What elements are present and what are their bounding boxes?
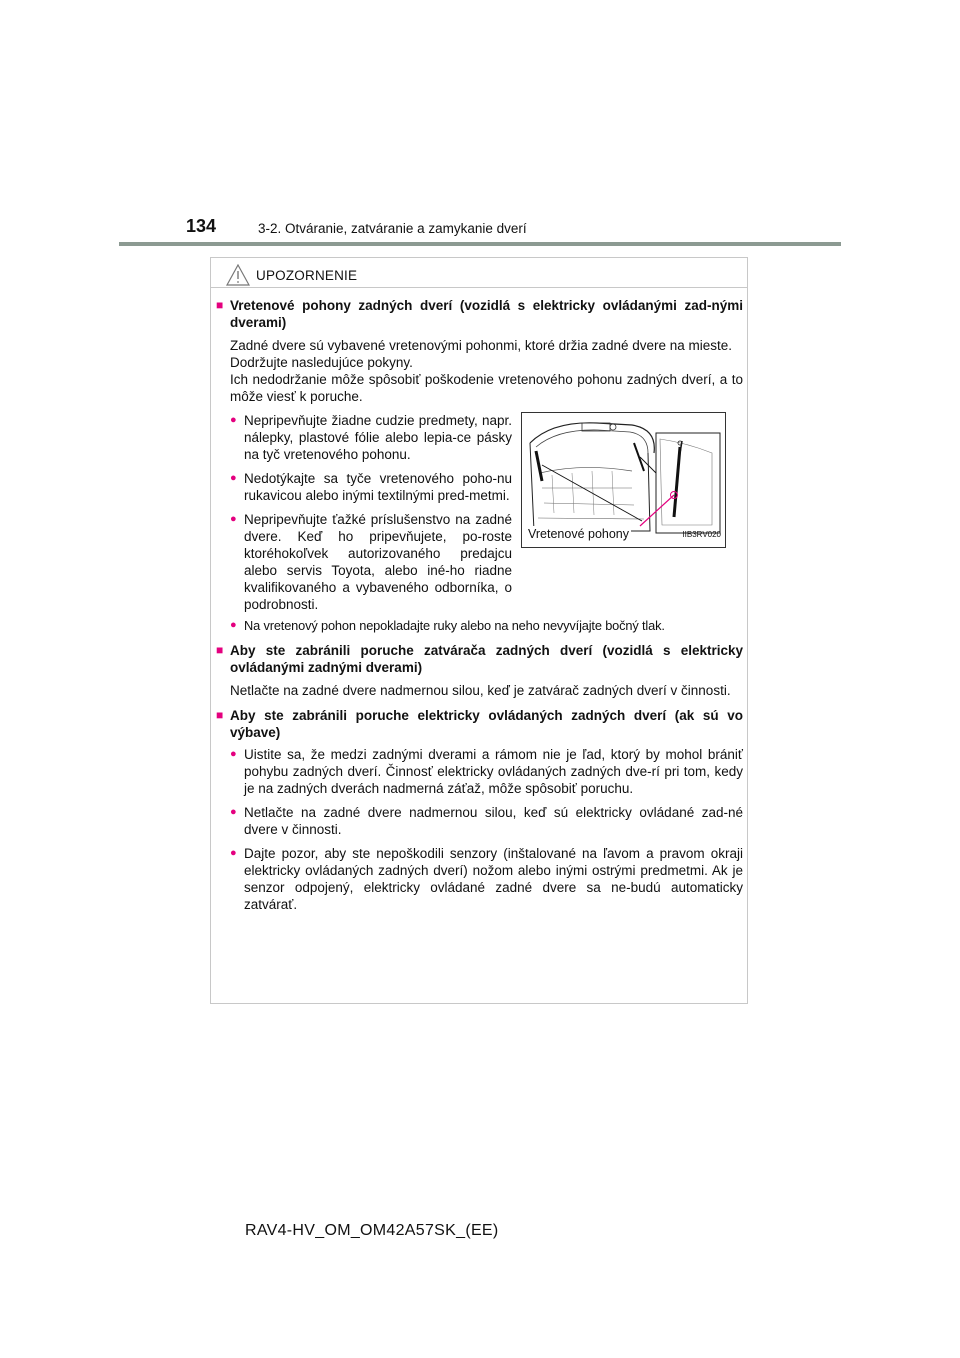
section-title-text: Aby ste zabránili poruche elektricky ovládaných zadných dverí (ak sú vo výbave): [230, 708, 743, 740]
bullet-list: [216, 412, 512, 613]
circle-bullet-icon: ●: [230, 748, 237, 760]
caution-divider: [211, 287, 747, 288]
list-item: [230, 804, 743, 838]
circle-bullet-icon: ●: [230, 619, 237, 631]
caution-content: [216, 297, 743, 913]
circle-bullet-icon: ●: [230, 806, 237, 818]
paragraph: [230, 337, 743, 405]
list-item-text: Netlačte na zadné dvere nadmernou silou, keď sú elektricky ovládané zad-né dvere v činnosti.: [244, 805, 743, 837]
paragraph-line: Dodržujte nasledujúce pokyny.: [230, 355, 413, 370]
spindle-drive-illustration: [521, 412, 726, 548]
list-item-text: Nepripevňujte ťažké príslušenstvo na zadné dvere. Keď ho pripevňujete, po-roste ktoréhokoľvek autorizovaného predajcu alebo servis Toyota, alebo iné-ho riadne kvalifikovaného a vybaveného odborníka, o podrobnosti.: [244, 512, 512, 612]
section-heading: [216, 297, 743, 331]
section-title-text: Aby ste zabránili poruche zatvárača zadných dverí (vozidlá s elektricky ovládanými zadnými dverami): [230, 643, 743, 675]
list-item: [230, 511, 512, 613]
circle-bullet-icon: ●: [230, 513, 237, 525]
list-item: [230, 845, 743, 913]
paragraph-line: Ich nedodržanie môže spôsobiť poškodenie vretenového pohonu zadných dverí, a to môže viesť k poruche.: [230, 372, 743, 404]
list-item-text: Uistite sa, že medzi zadnými dverami a rámom nie je ľad, ktorý by mohol brániť pohybu zadných dverí. Činnosť elektricky ovládaných zadných dve-rí pri tom, kedy je na zadných dverách nadmerná záťaž, môže spôsobiť poruchu.: [244, 747, 743, 796]
caution-label: UPOZORNENIE: [256, 267, 358, 283]
section-title: 3-2. Otváranie, zatváranie a zamykanie dverí: [258, 221, 527, 236]
section-heading: [216, 642, 743, 676]
list-item-text: Nepripevňujte žiadne cudzie predmety, napr. nálepky, plastové fólie alebo lepia-ce pásky na tyč vretenového pohonu.: [244, 413, 512, 462]
figure-row: [216, 412, 743, 613]
square-icon: ■: [216, 708, 224, 722]
list-item: [230, 746, 743, 797]
paragraph-line: Zadné dvere sú vybavené vretenovými pohonmi, ktoré držia zadné dvere na mieste.: [230, 338, 733, 353]
list-item: [230, 617, 743, 634]
figure-label: Vretenové pohony: [528, 527, 630, 541]
figure-code: IIB3RV020: [682, 530, 721, 539]
warning-triangle-icon: [226, 264, 250, 286]
square-icon: ■: [216, 643, 224, 657]
paragraph-line: Netlačte na zadné dvere nadmernou silou, keď je zatvárač zadných dverí v činnosti.: [230, 683, 731, 698]
paragraph: [230, 682, 743, 699]
document-id: RAV4-HV_OM_OM42A57SK_(EE): [245, 1222, 499, 1239]
square-icon: ■: [216, 298, 224, 312]
section-heading: [216, 707, 743, 741]
list-item: [230, 412, 512, 463]
list-item-text: Dajte pozor, aby ste nepoškodili senzory (inštalované na ľavom a pravom okraji elektricky ovládaných zadných dverí) nožom alebo inými ostrými predmetmi. Ak je senzor odpojený, elektricky ovládané zadné dvere sa ne-budú automaticky zatvárať.: [244, 846, 743, 912]
caution-box: [210, 257, 748, 1004]
page-number: 134: [186, 216, 217, 236]
circle-bullet-icon: ●: [230, 472, 237, 484]
list-item: [230, 470, 512, 504]
header-rule: [119, 242, 841, 246]
caution-header: [226, 264, 357, 286]
circle-bullet-icon: ●: [230, 847, 237, 859]
list-item-text: Na vretenový pohon nepokladajte ruky alebo na neho nevyvíjajte bočný tlak.: [244, 618, 665, 633]
section-title-text: Vretenové pohony zadných dverí (vozidlá s elektricky ovládanými zad-nými dverami): [230, 298, 743, 330]
list-item-text: Nedotýkajte sa tyče vretenového poho-nu rukavicou alebo inými textilnými pred-metmi.: [244, 471, 512, 503]
circle-bullet-icon: ●: [230, 414, 237, 426]
